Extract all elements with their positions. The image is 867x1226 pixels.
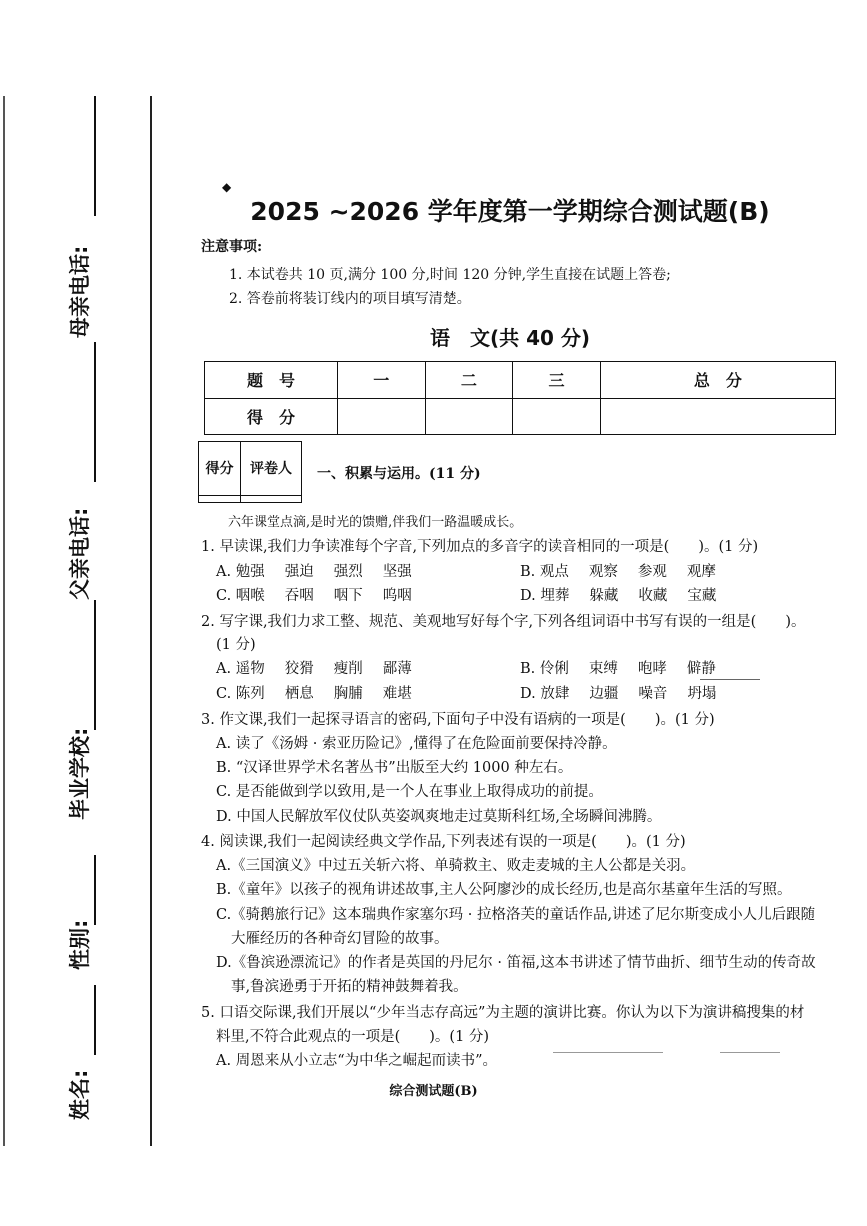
pencil-mark: [553, 1052, 663, 1053]
q5-option-a[interactable]: A. 周恩来从小立志“为中华之崛起而读书”。: [216, 1053, 498, 1069]
q2-option-a[interactable]: A. 遥物 狡猾 瘦削 鄙薄: [216, 661, 412, 677]
intro-text: 六年课堂点滴,是时光的馈赠,伴我们一路温暖成长。: [228, 515, 523, 530]
divider-line: [94, 342, 96, 482]
father-phone-label: 父亲电话:: [68, 507, 92, 600]
q1-option-c[interactable]: C. 咽喉 吞咽 咽下 呜咽: [216, 588, 412, 604]
question-4-stem: 4. 阅读课,我们一起阅读经典文学作品,下列表述有误的一项是( )。(1 分): [201, 834, 686, 850]
mother-phone-field: [94, 96, 96, 216]
q2-option-b[interactable]: B. 伶俐 束缚 咆哮 僻静: [520, 661, 716, 677]
score-label: 得 分: [205, 398, 338, 435]
page-footer: 综合测试题(B): [389, 1084, 478, 1099]
q4-option-a[interactable]: A.《三国演义》中过五关斩六将、单骑救主、败走麦城的主人公都是关羽。: [216, 858, 696, 874]
q4-option-d-cont: 事,鲁滨逊勇于开拓的精神鼓舞着我。: [231, 979, 468, 995]
q4-option-b[interactable]: B.《童年》以孩子的视角讲述故事,主人公阿廖沙的成长经历,也是高尔基童年生活的写照。: [216, 882, 792, 898]
pencil-mark: [700, 679, 760, 680]
page-title: 2025 ~2026 学年度第一学期综合测试题(B): [250, 197, 770, 226]
mother-phone-label: 母亲电话:: [68, 245, 92, 338]
q4-option-d[interactable]: D.《鲁滨逊漂流记》的作者是英国的丹尼尔 · 笛福,这本书讲述了情节曲折、细节生动的传奇故: [216, 955, 816, 971]
q1-option-a[interactable]: A. 勉强 强迫 强烈 坚强: [216, 564, 412, 580]
pencil-mark: [720, 1052, 780, 1053]
grader-table: [198, 441, 302, 503]
score-header: 三: [513, 362, 601, 399]
question-1-stem: 1. 早读课,我们力争读准每个字音,下列加点的多音字的读音相同的一项是( )。(1 分): [201, 539, 759, 555]
score-cell[interactable]: [425, 398, 513, 435]
score-cell[interactable]: [600, 398, 835, 435]
section-heading: 一、积累与运用。(11 分): [317, 466, 481, 482]
q4-option-c[interactable]: C.《骑鹅旅行记》这本瑞典作家塞尔玛 · 拉格洛芙的童话作品,讲述了尼尔斯变成小人儿后跟随: [216, 907, 816, 923]
q3-option-a[interactable]: A. 读了《汤姆 · 索亚历险记》,懂得了在危险面前要保持冷静。: [216, 736, 617, 752]
q1-option-b[interactable]: B. 观点 观察 参观 观摩: [520, 564, 716, 580]
q2-option-c[interactable]: C. 陈列 栖息 胸脯 难堪: [216, 686, 412, 702]
question-3-stem: 3. 作文课,我们一起探寻语言的密码,下面句子中没有语病的一项是( )。(1 分): [201, 712, 715, 728]
q3-option-d[interactable]: D. 中国人民解放军仪仗队英姿飒爽地走过莫斯科红场,全场瞬间沸腾。: [216, 809, 662, 825]
q4-option-c-cont: 大雁经历的各种奇幻冒险的故事。: [231, 931, 449, 947]
outer-edge-line: [3, 96, 5, 1146]
subject-title: 语 文(共 40 分): [429, 326, 591, 350]
q3-option-c[interactable]: C. 是否能做到学以致用,是一个人在事业上取得成功的前提。: [216, 784, 603, 800]
score-header: 二: [425, 362, 513, 399]
school-label: 毕业学校:: [68, 727, 92, 820]
grader-cell[interactable]: [241, 495, 302, 502]
school-field: [94, 855, 96, 925]
score-cell[interactable]: [513, 398, 601, 435]
q2-option-d[interactable]: D. 放肆 边疆 噪音 坍塌: [520, 686, 717, 702]
question-2-stem: 2. 写字课,我们力求工整、规范、美观地写好每个字,下列各组词语中书写有误的一组是( )。: [201, 614, 806, 630]
star-mark: ◆: [222, 180, 232, 194]
q3-option-b[interactable]: B. “汉译世界学术名著丛书”出版至大约 1000 种左右。: [216, 760, 573, 776]
question-5-stem: 5. 口语交际课,我们开展以“少年当志存高远”为主题的演讲比赛。你认为以下为演讲稿搜集的材: [201, 1005, 805, 1021]
gender-field: [94, 985, 96, 1055]
notes-heading: 注意事项:: [201, 239, 263, 255]
name-label: 姓名:: [68, 1069, 92, 1120]
question-2-score: (1 分): [216, 637, 256, 653]
note-item: 1. 本试卷共 10 页,满分 100 分,时间 120 分钟,学生直接在试题上答卷;: [229, 267, 671, 283]
score-table: [204, 361, 836, 435]
score-cell[interactable]: [338, 398, 426, 435]
grader-cell[interactable]: [199, 495, 241, 502]
note-item: 2. 答卷前将装订线内的项目填写清楚。: [229, 291, 471, 307]
gender-label: 性别:: [68, 919, 92, 970]
q1-option-d[interactable]: D. 埋葬 躲藏 收藏 宝藏: [520, 588, 717, 604]
score-header: 总 分: [600, 362, 835, 399]
binding-line: [150, 96, 152, 1146]
father-phone-field: [94, 600, 96, 730]
grader-header: 评卷人: [241, 442, 302, 496]
score-header: 一: [338, 362, 426, 399]
question-5-stem-cont: 料里,不符合此观点的一项是( )。(1 分): [216, 1029, 490, 1045]
score-header: 题 号: [205, 362, 338, 399]
grader-header: 得分: [199, 442, 241, 496]
